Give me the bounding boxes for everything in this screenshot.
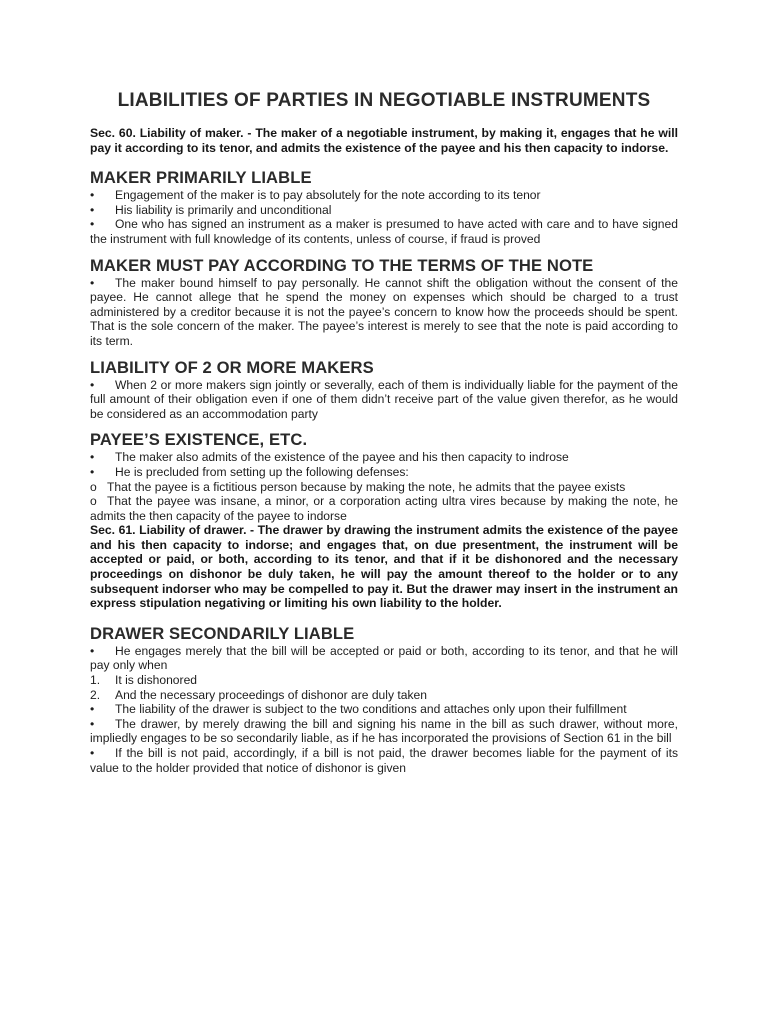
bullet-marker: • [90,643,95,658]
section-liability-of-makers [90,359,678,422]
section-drawer-secondarily-liable [90,625,678,775]
list-item [90,746,678,775]
list-item [90,465,678,480]
document-title: LIABILITIES OF PARTIES IN NEGOTIABLE INSTRUMENTS [117,90,651,111]
bullet-list [90,276,678,349]
number-marker: 2. [90,687,101,702]
bullet-marker: • [90,202,95,217]
section-61-paragraph: Sec. 61. Liability of drawer. - The drawer by drawing the instrument admits the existence of the payee and his then capacity to indorse; and engages that, on due presentment, the instrument will be accepted or paid, or both, according to its tenor, and that if it be dishonored and the necessary proceedings on dishonor be duly taken, he will pay the amount thereof to the holder or to any subsequent indorser who may be compelled to pay it. But the drawer may insert in the instrument an express stipulation negativing or limiting his own liability to the holder. [90,523,678,611]
list-item [90,688,678,703]
bullet-marker: • [90,188,95,203]
list-item [90,378,678,422]
list-item-text: And the necessary proceedings of dishonor are duly taken [115,687,427,702]
section-heading: LIABILITY OF 2 OR MORE MAKERS [90,357,374,377]
list-item [90,217,678,246]
list-item-text: That the payee was insane, a minor, or a corporation acting ultra vires because by making the note, he admits the then capacity of the payee to indorse [90,494,678,523]
section-maker-must-pay [90,257,678,349]
list-item-text: The maker also admits of the existence of the payee and his then capacity to indrose [115,450,569,465]
list-item-text: The liability of the drawer is subject to the two conditions and attaches only upon their fulfillment [115,702,627,717]
sub-bullet-marker: o [90,494,97,509]
bullet-list [90,188,678,246]
list-item [90,276,678,349]
list-item [90,673,678,688]
bullet-marker: • [90,464,95,479]
bullet-marker: • [90,377,95,392]
document-body [90,126,678,775]
number-marker: 1. [90,673,101,688]
bullet-list [90,450,678,523]
list-item-text: The drawer, by merely drawing the bill and signing his name in the bill as such drawer, without more, impliedly engages to be so secondarily liable, as if he has incorporated the provisions of Section 61 in the bill [90,716,678,746]
list-item-text: One who has signed an instrument as a maker is presumed to have acted with care and to have signed the instrument with full knowledge of its contents, unless of course, if fraud is proved [90,217,678,246]
list-item-text: He engages merely that the bill will be accepted or paid or both, according to its tenor, and that he will pay only when [90,643,678,673]
list-item-text: He is precluded from setting up the following defenses: [115,464,409,479]
section-heading: PAYEE’S EXISTENCE, ETC. [90,430,308,450]
list-item [90,480,678,495]
section-maker-primarily-liable [90,169,678,246]
bullet-marker: • [90,450,95,465]
bullet-marker: • [90,746,95,760]
bullet-marker: • [90,217,95,232]
list-item-text: When 2 or more makers sign jointly or severally, each of them is individually liable for the payment of the full amount of their obligation even if one of them didn’t receive part of the value given therefor, as he would be considered as an accommodation party [90,377,678,421]
section-heading: DRAWER SECONDARILY LIABLE [90,623,355,643]
bullet-list [90,644,678,775]
list-item-text: It is dishonored [115,673,198,688]
list-item [90,717,678,746]
list-item-text: If the bill is not paid, accordingly, if a bill is not paid, the drawer becomes liable for the payment of its value to the holder provided that notice of dishonor is given [90,746,678,775]
list-item-text: His liability is primarily and unconditional [115,202,332,217]
list-item-text: That the payee is a fictitious person because by making the note, he admits that the payee exists [107,479,626,494]
bullet-marker: • [90,716,95,731]
bullet-list [90,378,678,422]
section-heading: MAKER MUST PAY ACCORDING TO THE TERMS OF THE NOTE [90,255,594,275]
list-item [90,188,678,203]
list-item-text: Engagement of the maker is to pay absolutely for the note according to its tenor [115,188,541,203]
list-item [90,494,678,523]
list-item [90,450,678,465]
list-item [90,702,678,717]
bullet-marker: • [90,275,95,290]
section-60-intro: Sec. 60. Liability of maker. - The maker of a negotiable instrument, by making it, engages that he will pay it according to its tenor, and admits the existence of the payee and his then capacity to indorse. [90,126,678,155]
bullet-marker: • [90,702,95,717]
list-item-text: The maker bound himself to pay personally. He cannot shift the obligation without the consent of the payee. He cannot allege that he spend the money on expenses which should be charged to a trust administered by a creditor because it is not the payee’s concern to know how the proceeds should be spent. That is the sole concern of the maker. The payee’s interest is merely to see that the note is paid according to its term. [90,275,678,348]
sub-bullet-marker: o [90,479,97,494]
list-item [90,203,678,218]
section-heading: MAKER PRIMARILY LIABLE [90,168,312,188]
section-payees-existence [90,431,678,611]
list-item [90,644,678,673]
